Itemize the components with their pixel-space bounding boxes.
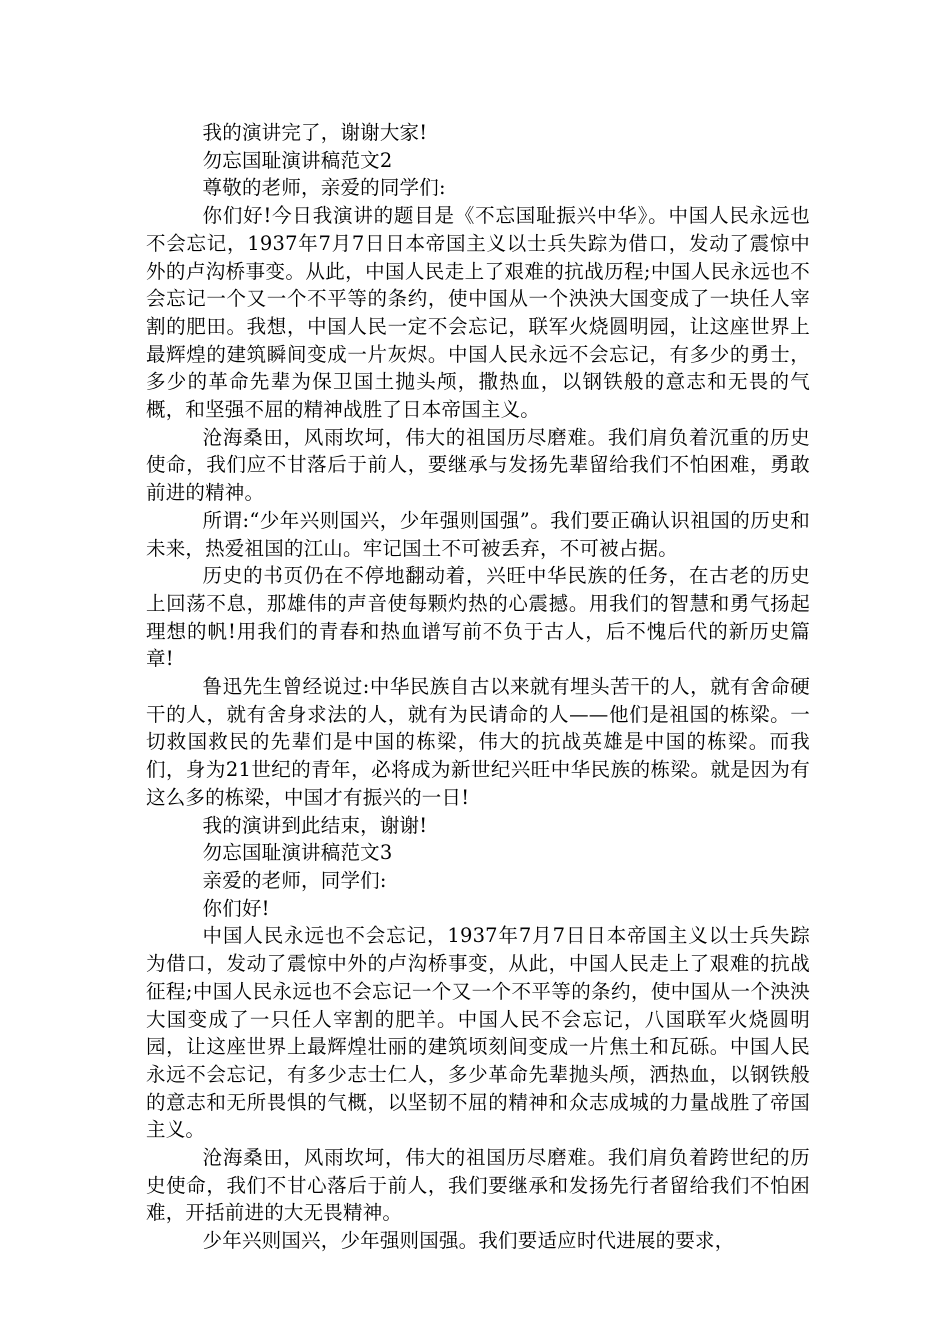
- document-body: [146, 119, 810, 1255]
- greeting: 你们好!: [202, 896, 270, 920]
- closing-line: 我的演讲完了，谢谢大家!: [202, 121, 428, 144]
- body-paragraph: 所谓:“少年兴则国兴，少年强则国强”。我们要正确认识祖国的历史和未来，热爱祖国的江山。牢记国土不可被丢弃，不可被占据。: [146, 508, 810, 560]
- body-paragraph: 历史的书页仍在不停地翻动着，兴旺中华民族的任务，在古老的历史上回荡不息，那雄伟的声音使每颗灼热的心震撼。用我们的智慧和勇气扬起理想的帆!用我们的青春和热血谱写前不负于古人，后不愧后代的新历史篇章!: [146, 564, 810, 671]
- section-title: 勿忘国耻演讲稿范文3: [202, 841, 393, 865]
- salutation: 尊敬的老师，亲爱的同学们:: [202, 176, 446, 200]
- body-paragraph: 沧海桑田，风雨坎坷，伟大的祖国历尽磨难。我们肩负着沉重的历史使命，我们应不甘落后于前人，要继承与发扬先辈留给我们不怕困难，勇敢前进的精神。: [146, 425, 810, 505]
- body-paragraph: 鲁迅先生曾经说过:中华民族自古以来就有埋头苦干的人，就有舍命硬干的人，就有舍身求法的人，就有为民请命的人——他们是祖国的栋梁。一切救国救民的先辈们是中国的栋梁，伟大的抗战英雄是中国的栋梁。而我们，身为21世纪的青年，必将成为新世纪兴旺中华民族的栋梁。就是因为有这么多的栋梁，中国才有振兴的一日!: [146, 675, 810, 809]
- section-title: 勿忘国耻演讲稿范文2: [202, 148, 393, 172]
- body-paragraph: 少年兴则国兴，少年强则国强。我们要适应时代进展的要求，: [202, 1229, 735, 1253]
- body-paragraph: 你们好!今日我演讲的题目是《不忘国耻振兴中华》。中国人民永远也不会忘记，1937年7月7日日本帝国主义以士兵失踪为借口，发动了震惊中外的卢沟桥事变。从此，中国人民走上了艰难的抗战历程;中国人民永远也不会忘记一个又一个不平等的条约，使中国从一个泱泱大国变成了一块任人宰割的肥田。我想，中国人民一定不会忘记，联军火烧圆明园，让这座世界上最辉煌的建筑瞬间变成一片灰烬。中国人民永远不会忘记，有多少的勇士，多少的革命先辈为保卫国土抛头颅，撒热血，以钢铁般的意志和无畏的气概，和坚强不屈的精神战胜了日本帝国主义。: [146, 204, 810, 422]
- body-paragraph: 中国人民永远也不会忘记，1937年7月7日日本帝国主义以士兵失踪为借口，发动了震惊中外的卢沟桥事变，从此，中国人民走上了艰难的抗战征程;中国人民永远也不会忘记一个又一个不平等的条约，使中国从一个泱泱大国变成了一只任人宰割的肥羊。中国人民不会忘记，八国联军火烧圆明园，让这座世界上最辉煌壮丽的建筑顷刻间变成一片焦土和瓦砾。中国人民永远不会忘记，有多少志士仁人，多少革命先辈抛头颅，洒热血，以钢铁般的意志和无所畏惧的气概，以坚韧不屈的精神和众志成城的力量战胜了帝国主义。: [146, 924, 810, 1142]
- salutation: 亲爱的老师，同学们:: [202, 868, 387, 892]
- body-paragraph: 沧海桑田，风雨坎坷，伟大的祖国历尽磨难。我们肩负着跨世纪的历史使命，我们不甘心落后于前人，我们要继承和发扬先行者留给我们不怕困难，开括前进的大无畏精神。: [146, 1146, 810, 1225]
- closing-line: 我的演讲到此结束，谢谢!: [202, 813, 428, 837]
